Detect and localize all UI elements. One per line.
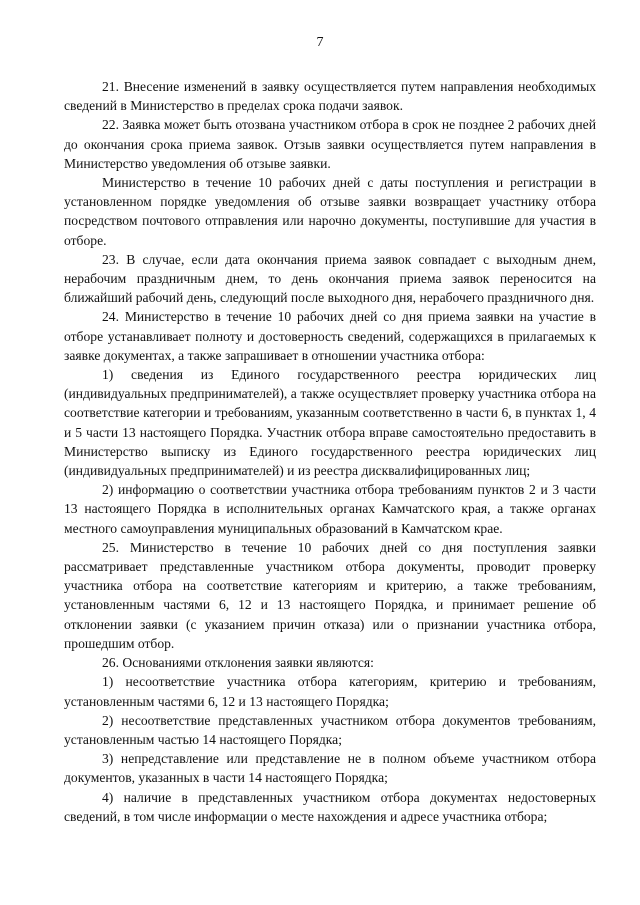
paragraph-21: 21. Внесение изменений в заявку осуществляется путем направления необходимых сведений в Министерство в пределах срока подачи заявок. — [64, 79, 596, 114]
paragraph-26-item-2: 2) несоответствие представленных участником отбора документов требованиям, установленным частью 14 настоящего Порядка; — [64, 712, 596, 747]
paragraph-26-item-3: 3) непредставление или представление не в полном объеме участником отбора документов, указанных в части 14 настоящего Порядка; — [64, 751, 596, 786]
paragraph-26-item-4: 4) наличие в представленных участником отбора документах недостоверных сведений, в том числе информации о месте нахождения и адресе участника отбора; — [64, 789, 596, 824]
page-number: 7 — [316, 35, 324, 50]
paragraph-25: 25. Министерство в течение 10 рабочих дней со дня поступления заявки рассматривает представленные участником отбора документы, проводит проверку участника отбора на соответствие категориям и критерию, а также требованиям, установленным частями 6, 12 и 13 настоящего Порядка, и принимает решение об отклонении заявки (с указанием причин отказа) или о признании участника отбора, прошедшим отбор. — [64, 539, 596, 651]
paragraph-22: 22. Заявка может быть отозвана участником отбора в срок не позднее 2 рабочих дней до окончания срока приема заявок. Отзыв заявки осуществляется путем направления в Министерство уведомления об отзыве заявки. — [64, 117, 596, 171]
paragraph-24-item-2: 2) информацию о соответствии участника отбора требованиям пунктов 2 и 3 части 13 настоящего Порядка в исполнительных органах Камчатского края, а также органах местного самоуправления муниципальных образований в Камчатском крае. — [64, 482, 596, 536]
paragraph-26-item-1: 1) несоответствие участника отбора категориям, критерию и требованиям, установленным частями 6, 12 и 13 настоящего Порядка; — [64, 674, 596, 709]
paragraph-24-item-1: 1) сведения из Единого государственного реестра юридических лиц (индивидуальных предпринимателей), а также осуществляет проверку участника отбора на соответствие категории и требованиям, указанным соответственно в части 6, в пунктах 1, 4 и 5 части 13 настоящего Порядка. Участник отбора вправе самостоятельно предоставить в Министерство выписку из Единого государственного реестра юридических лиц (индивидуальных предпринимателей) и из реестра дисквалифицированных лиц; — [64, 367, 596, 479]
paragraph-22-return: Министерство в течение 10 рабочих дней с даты поступления и регистрации в установленном порядке уведомления об отзыве заявки возвращает участнику отбора посредством почтового отправления или нарочно документы, поступившие для участия в отборе. — [64, 175, 596, 248]
document-body — [64, 77, 596, 826]
paragraph-23: 23. В случае, если дата окончания приема заявок совпадает с выходным днем, нерабочим праздничным днем, то день окончания приема заявок переносится на ближайший рабочий день, следующий после выходного дня, нерабочего праздничного дня. — [64, 251, 596, 306]
paragraph-26: 26. Основаниями отклонения заявки являются: — [102, 655, 374, 671]
paragraph-24: 24. Министерство в течение 10 рабочих дней со дня приема заявки на участие в отборе устанавливает полноту и достоверность сведений, содержащихся в прилагаемых к заявке документах, а также запрашивает в отношении участника отбора: — [64, 309, 596, 363]
